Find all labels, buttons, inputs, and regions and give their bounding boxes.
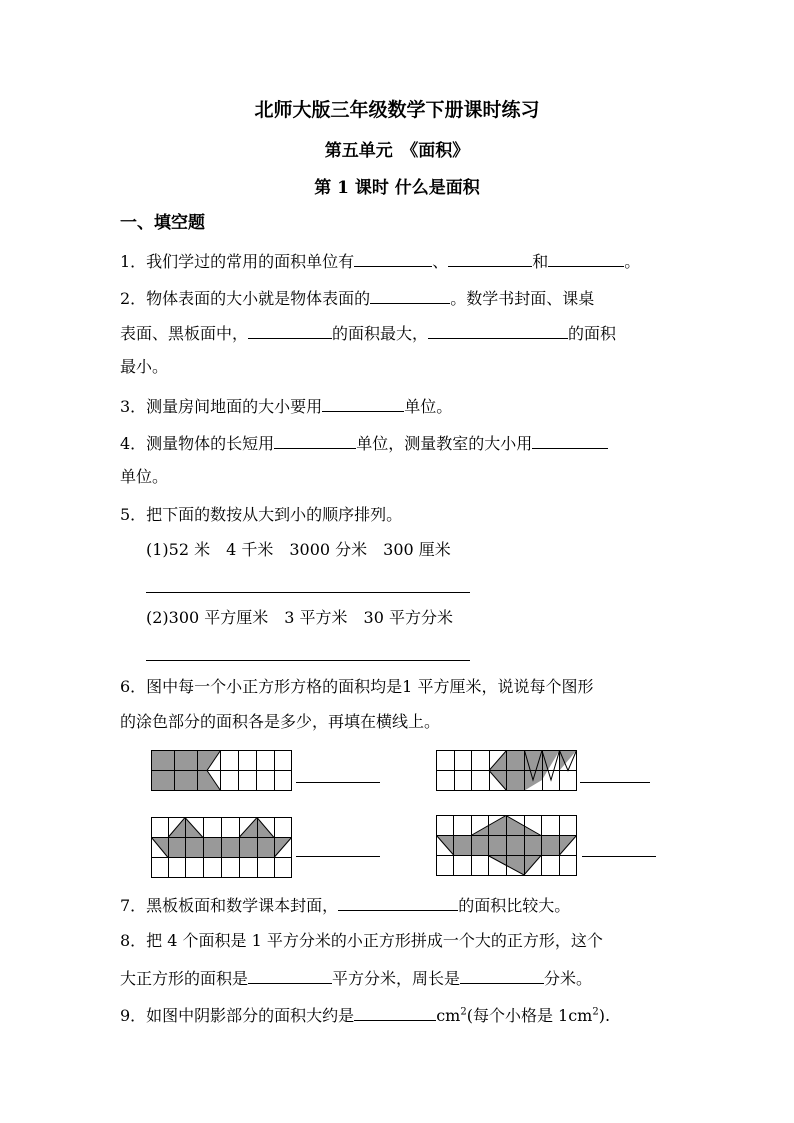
q2-text-1: 2．物体表面的大小就是物体表面的	[120, 289, 371, 308]
q9-note: (每个小格是 1cm	[466, 1006, 593, 1025]
q1-blank-3[interactable]	[548, 250, 624, 267]
q5-part-1: (1)52 米 4 千米 3000 分米 300 厘米	[146, 540, 451, 559]
q1-blank-2[interactable]	[448, 250, 532, 267]
q9-unit-exponent: 2	[460, 1006, 467, 1018]
grid-figure-1	[151, 750, 293, 792]
q3-end: 单位。	[404, 397, 453, 416]
q2-text-2: 。数学书封面、课桌	[450, 289, 595, 308]
question-1	[120, 250, 640, 272]
q3-blank[interactable]	[322, 395, 404, 412]
q2-text-4: 的面积最大，	[332, 324, 429, 343]
q2-blank-3[interactable]	[428, 322, 568, 339]
q8-text-2: 平方分米，周长是	[332, 969, 461, 988]
page-title: 北师大版三年级数学下册课时练习	[254, 99, 540, 121]
q5-answer-line-1[interactable]	[146, 592, 470, 593]
question-8-line-2	[120, 967, 592, 989]
question-7	[120, 894, 570, 916]
q9-note-exponent: 2	[592, 1006, 599, 1018]
q8-text-3: 分米。	[544, 969, 593, 988]
q5-answer-line-2[interactable]	[146, 660, 470, 661]
q3-text: 3．测量房间地面的大小要用	[120, 397, 323, 416]
q6-answer-line-2[interactable]	[580, 782, 650, 783]
question-4-line-2: 单位。	[120, 467, 169, 486]
q2-blank-2[interactable]	[248, 322, 332, 339]
question-2-line-2	[120, 322, 616, 344]
q4-blank-1[interactable]	[274, 432, 356, 449]
section-heading: 一、填空题	[120, 213, 205, 233]
question-2-line-1	[120, 287, 594, 309]
q6-answer-line-4[interactable]	[582, 856, 656, 857]
q7-text: 7．黑板板面和数学课本封面，	[120, 896, 339, 915]
question-8-line-1: 8．把 4 个面积是 1 平方分米的小正方形拼成一个大的正方形，这个	[120, 931, 603, 950]
q4-blank-2[interactable]	[532, 432, 608, 449]
q8-text-1: 大正方形的面积是	[120, 969, 249, 988]
q1-text: 1．我们学过的常用的面积单位有	[120, 252, 355, 271]
q7-blank[interactable]	[338, 894, 458, 911]
q9-end: ).	[598, 1006, 611, 1025]
q4-text-2: 单位，测量教室的大小用	[356, 434, 533, 453]
q2-text-3: 表面、黑板面中，	[120, 324, 249, 343]
q9-blank[interactable]	[354, 1004, 436, 1021]
q8-blank-2[interactable]	[460, 967, 544, 984]
question-9	[120, 1004, 610, 1026]
q9-unit: cm	[436, 1006, 461, 1025]
q7-end: 的面积比较大。	[458, 896, 571, 915]
shade-right	[560, 751, 577, 771]
q2-blank-1[interactable]	[370, 287, 450, 304]
question-2-line-3: 最小。	[120, 357, 169, 376]
q2-text-5: 的面积	[568, 324, 617, 343]
q6-answer-line-1[interactable]	[296, 782, 380, 783]
q1-sep: 、	[432, 252, 449, 271]
grid-figure-3	[151, 817, 293, 879]
question-6-line-2: 的涂色部分的面积各是多少，再填在横线上。	[120, 712, 441, 731]
question-5: 5．把下面的数按从大到小的顺序排列。	[120, 505, 403, 524]
q4-text-1: 4．测量物体的长短用	[120, 434, 275, 453]
question-6-line-1: 6．图中每一个小正方形方格的面积均是1 平方厘米，说说每个图形	[120, 677, 594, 696]
q6-answer-line-3[interactable]	[296, 856, 380, 857]
q1-blank-1[interactable]	[354, 250, 432, 267]
lesson-title: 第 1 课时 什么是面积	[314, 178, 480, 198]
grid-figure-4	[436, 815, 578, 877]
q5-part-2: (2)300 平方厘米 3 平方米 30 平方分米	[146, 608, 454, 627]
q1-end: 。	[624, 252, 641, 271]
q9-text: 9．如图中阴影部分的面积大约是	[120, 1006, 355, 1025]
question-3	[120, 395, 452, 417]
q1-and: 和	[532, 252, 549, 271]
question-4-line-1	[120, 432, 608, 454]
q8-blank-1[interactable]	[248, 967, 332, 984]
grid-figure-2	[436, 750, 578, 792]
unit-title: 第五单元 《面积》	[324, 141, 470, 161]
